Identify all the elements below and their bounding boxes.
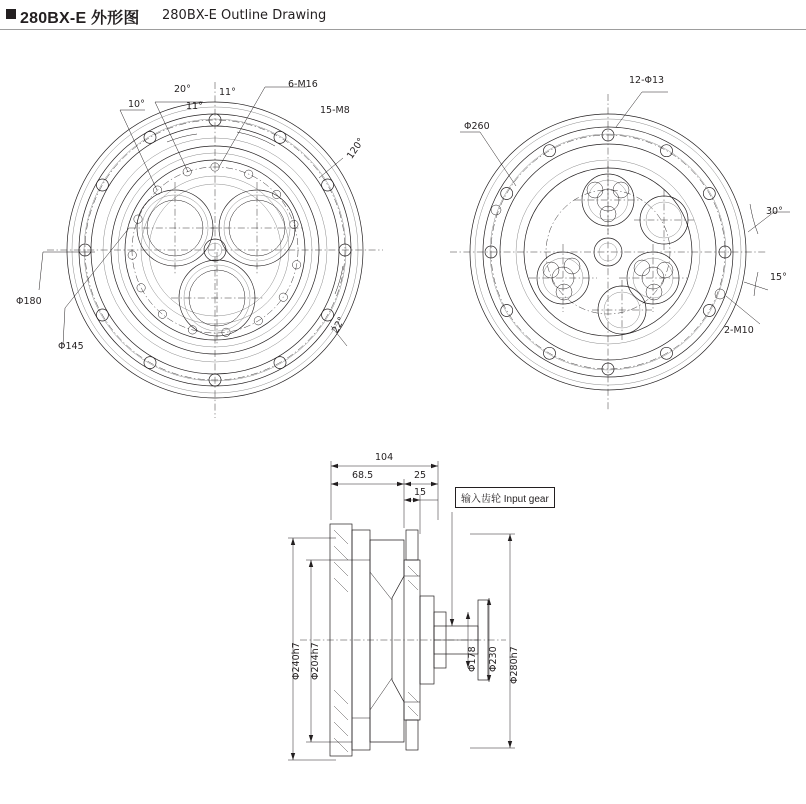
section-label-len-68-5: 68.5 — [352, 470, 374, 481]
rear-label-dia-260: Φ260 — [464, 121, 490, 132]
section-label-len-15: 15 — [414, 487, 427, 498]
front-label-ang-10: 10° — [128, 99, 145, 110]
page-title-en: 280BX-E Outline Drawing — [162, 8, 327, 23]
section-label-len-25: 25 — [414, 470, 427, 481]
section-label-dia-240h7: Φ240h7 — [291, 642, 302, 680]
front-label-holes-6m16: 6-M16 — [288, 79, 318, 90]
page-title-cn: 280BX-E 外形图 — [20, 10, 140, 27]
front-label-dia-145: Φ145 — [58, 341, 84, 352]
front-label-ang-120: 120° — [345, 136, 367, 162]
front-label-dia-180: Φ180 — [16, 296, 42, 307]
section-label-dia-230: Φ230 — [488, 646, 499, 672]
front-label-ang-11b: 11° — [186, 101, 203, 112]
rear-label-holes-12p13: 12-Φ13 — [629, 75, 665, 86]
section-label-dia-204h7: Φ204h7 — [310, 642, 321, 680]
section-label-dia-280h7: Φ280h7 — [509, 646, 520, 684]
section-label-input-gear: 输入齿轮 Input gear — [455, 487, 555, 508]
rear-label-ang-15: 15° — [770, 272, 787, 283]
front-label-ang-11a: 11° — [219, 87, 236, 98]
section-label-dia-178: Φ178 — [467, 646, 478, 672]
section-label-len-104: 104 — [375, 452, 394, 463]
front-label-ang-20: 20° — [174, 84, 191, 95]
front-label-holes-15m8: 15-M8 — [320, 105, 350, 116]
front-label-ang-22: 22° — [330, 315, 348, 336]
rear-label-holes-2m10: 2-M10 — [724, 325, 754, 336]
rear-label-ang-30: 30° — [766, 206, 783, 217]
